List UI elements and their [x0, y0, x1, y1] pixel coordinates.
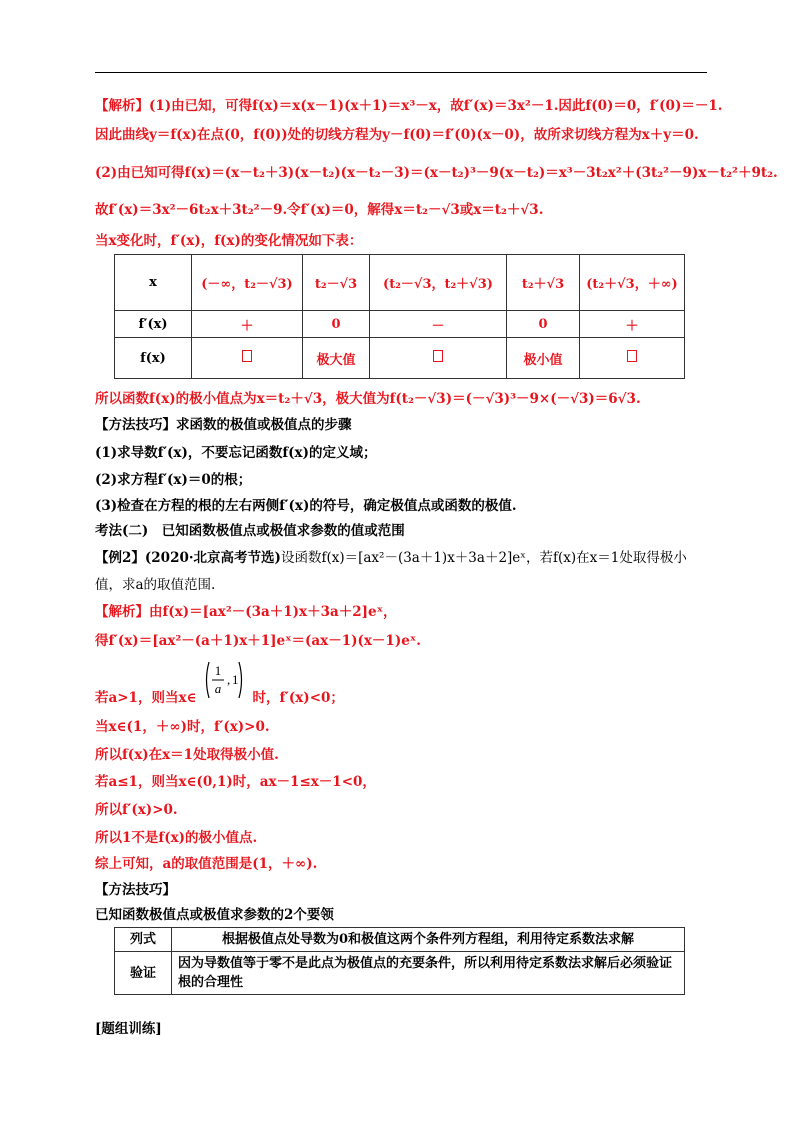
solution2-line-6: 若a≤1，则当x∈(0,1)时，ax－1≤x－1<0，: [95, 774, 376, 790]
table-cell: ＋: [192, 311, 303, 338]
table-row: [115, 255, 685, 311]
solution2-line-1: 【解析】由f(x)＝[ax²－(3a＋1)x＋3a＋2]eˣ，: [95, 604, 397, 620]
method-tip-title: 【方法技巧】求函数的极值或极值点的步骤: [95, 417, 352, 433]
table-cell: [580, 338, 685, 379]
solution2-line-4: 当x∈(1，＋∞)时，f′(x)>0.: [95, 719, 270, 735]
conclusion-line: 所以函数f(x)的极小值点为x＝t₂＋√3，极大值为f(t₂－√3)＝(－√3)³－9×(－√3)＝6√3.: [95, 391, 641, 407]
table-row: [115, 928, 685, 952]
table-cell: 0: [303, 311, 370, 338]
example-text: 设函数f(x)＝[ax²－(3a＋1)x＋3a＋2]eˣ，若f(x)在x＝1处取得极小: [280, 550, 687, 566]
table-row: [115, 952, 685, 995]
table-cell: －: [370, 311, 507, 338]
table-cell: f′(x): [115, 311, 192, 338]
step-1: (1)求导数f′(x)，不要忘记函数f(x)的定义域；: [95, 445, 377, 461]
method-tip-label: 【方法技巧】: [95, 882, 176, 898]
increasing-arrow-icon: [242, 350, 252, 362]
table-cell: 验证: [115, 952, 172, 995]
table-cell: ＋: [580, 311, 685, 338]
table-cell: t₂＋√3: [507, 255, 580, 311]
interval-suffix: 时，f′(x)<0；: [252, 690, 344, 706]
table-cell: t₂－√3: [303, 255, 370, 311]
example-line-2: 值，求a的取值范围.: [95, 577, 216, 593]
decreasing-arrow-icon: [433, 350, 443, 362]
step-3: (3)检查在方程的根的左右两侧f′(x)的符号，确定极值点或函数的极值.: [95, 498, 517, 514]
table-cell: (t₂＋√3，＋∞): [580, 255, 685, 311]
interval-prefix: 若a>1，则当x∈: [95, 690, 197, 706]
table-row: [115, 311, 685, 338]
table-cell: f(x): [115, 338, 192, 379]
solution2-line-7: 所以f′(x)>0.: [95, 802, 178, 818]
example-line-1: [95, 549, 687, 567]
table-cell: 极大值: [303, 338, 370, 379]
table-cell: x: [115, 255, 192, 311]
interval-fraction: [203, 660, 245, 700]
solution-line-5: 当x变化时，f′(x)，f(x)的变化情况如下表：: [95, 233, 363, 249]
solution-line-2: 因此曲线y＝f(x)在点(0，f(0))处的切线方程为y－f(0)＝f′(0)(x－0)，故所求切线方程为x＋y＝0.: [95, 127, 699, 143]
solution-line-4: 故f′(x)＝3x²－6t₂x＋3t₂²－9.令f′(x)＝0，解得x＝t₂－√3或x＝t₂＋√3.: [95, 202, 544, 218]
section-heading: 考法(二) 已知函数极值点或极值求参数的值或范围: [95, 523, 405, 539]
table-row: [115, 338, 685, 379]
solution2-line-8: 所以1不是f(x)的极小值点.: [95, 830, 258, 846]
method-tip-heading: 已知函数极值点或极值求参数的2个要领: [95, 907, 334, 923]
header-rule: [95, 72, 707, 73]
variation-table: [114, 254, 685, 379]
solution2-line-5: 所以f(x)在x＝1处取得极小值.: [95, 747, 279, 763]
increasing-arrow-icon: [627, 350, 637, 362]
solution-line-3: (2)由已知可得f(x)＝(x－t₂＋3)(x－t₂)(x－t₂－3)＝(x－t₂)³－9(x－t₂)＝x³－3t₂x²＋(3t₂²－9)x－t₂²＋9t₂.: [95, 165, 778, 181]
fraction-denominator: a: [214, 681, 222, 696]
solution-line-1: 【解析】(1)由已知，可得f(x)＝x(x－1)(x＋1)＝x³－x，故f′(x)＝3x²－1.因此f(0)＝0，f′(0)＝－1.: [95, 98, 723, 114]
interval-right-bound: 1: [232, 672, 239, 687]
table-cell: [370, 338, 507, 379]
table-cell: 列式: [115, 928, 172, 952]
solution2-line-9: 综上可知，a的取值范围是(1，＋∞).: [95, 856, 318, 872]
fraction-numerator: 1: [214, 663, 222, 678]
table-cell: 0: [507, 311, 580, 338]
table-cell: (－∞，t₂－√3): [192, 255, 303, 311]
step-2: (2)求方程f′(x)＝0的根；: [95, 472, 252, 488]
interval-comma: ,: [227, 672, 231, 687]
table-cell: 根据极值点处导数为0和极值这两个条件列方程组，利用待定系数法求解: [172, 928, 685, 952]
table-cell: 极小值: [507, 338, 580, 379]
example-label: 【例2】(2020·北京高考节选): [95, 550, 281, 566]
method-table: [114, 927, 685, 995]
table-cell: 因为导数值等于零不是此点为极值点的充要条件，所以利用待定系数法求解后必须验证根的合理性: [172, 952, 685, 995]
solution2-line-2: 得f′(x)＝[ax²－(a＋1)x＋1]eˣ＝(ax－1)(x－1)eˣ.: [95, 633, 421, 649]
exercise-group-title: [题组训练]: [95, 1021, 162, 1037]
table-cell: [192, 338, 303, 379]
table-cell: (t₂－√3，t₂＋√3): [370, 255, 507, 311]
